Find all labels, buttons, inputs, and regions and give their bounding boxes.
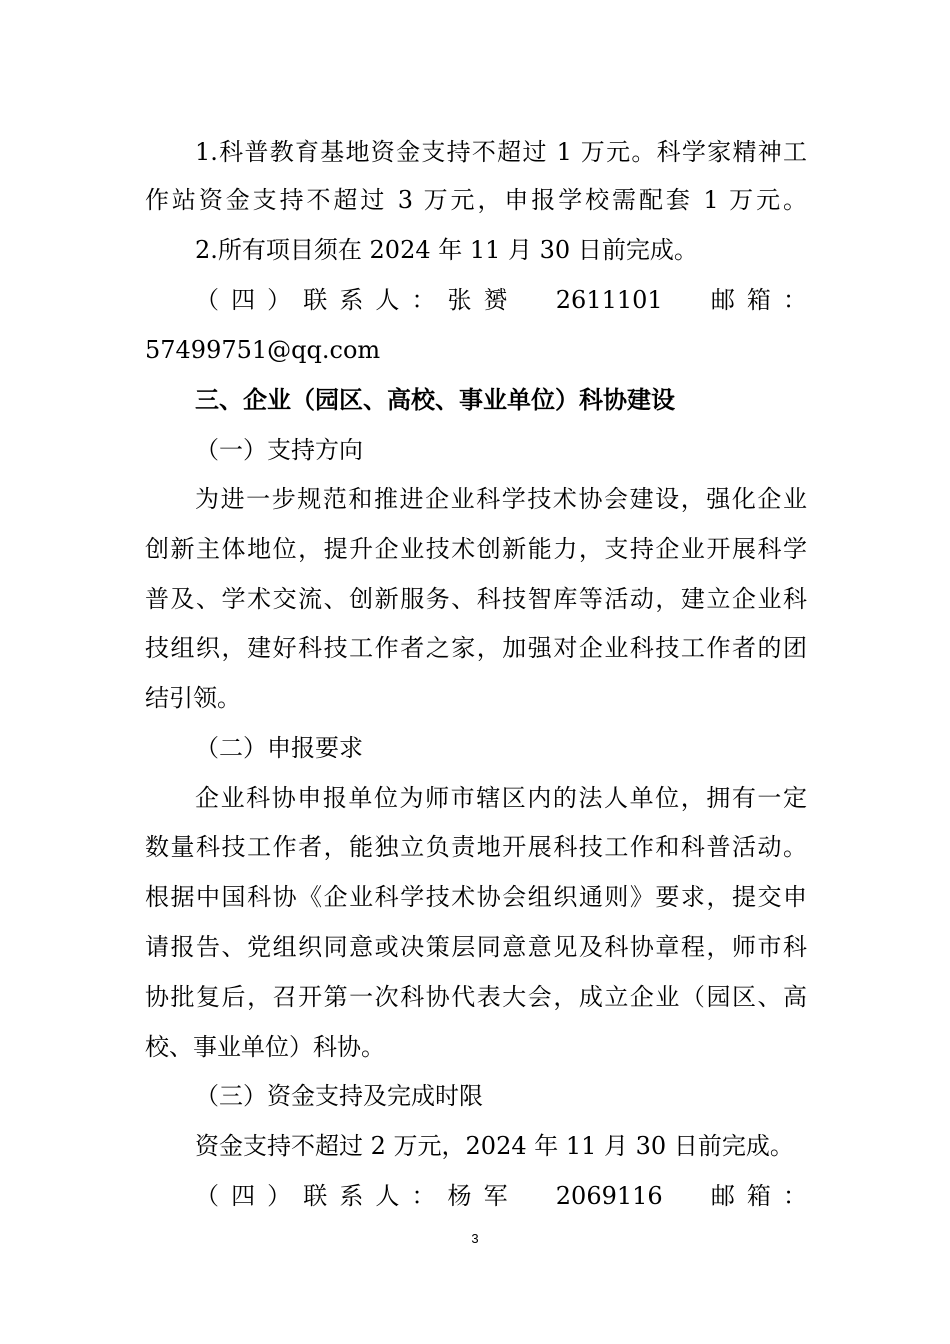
subsection-heading: （三）资金支持及完成时限	[195, 1082, 483, 1110]
text-line: 为进一步规范和推进企业科学技术协会建设，强化企业	[195, 485, 807, 513]
text-line: 普及、学术交流、创新服务、科技智库等活动，建立企业科	[145, 585, 807, 613]
contact-line: （四）联系人：张赟 2611101 邮箱：	[195, 286, 807, 314]
text-line: 技组织，建好科技工作者之家，加强对企业科技工作者的团	[145, 634, 807, 662]
text-line: 结引领。	[145, 684, 241, 712]
text-line: 2.所有项目须在 2024 年 11 月 30 日前完成。	[195, 236, 698, 264]
section-heading: 三、企业（园区、高校、事业单位）科协建设	[195, 386, 675, 414]
text-line: 根据中国科协《企业科学技术协会组织通则》要求，提交申	[145, 883, 807, 911]
text-line: 资金支持不超过 2 万元，2024 年 11 月 30 日前完成。	[195, 1132, 794, 1160]
subsection-heading: （二）申报要求	[195, 734, 363, 762]
page-number: 3	[471, 1231, 479, 1246]
text-line: 数量科技工作者，能独立负责地开展科技工作和科普活动。	[145, 833, 807, 861]
email-address: 57499751@qq.com	[145, 336, 381, 364]
text-line: 协批复后，召开第一次科协代表大会，成立企业（园区、高	[145, 983, 807, 1011]
text-line: 企业科协申报单位为师市辖区内的法人单位，拥有一定	[195, 784, 807, 812]
text-line: 校、事业单位）科协。	[145, 1033, 385, 1061]
subsection-heading: （一）支持方向	[195, 436, 363, 464]
text-line: 作站资金支持不超过 3 万元，申报学校需配套 1 万元。	[145, 186, 807, 214]
contact-line: （四）联系人：杨军 2069116 邮箱：	[195, 1182, 807, 1210]
text-line: 创新主体地位，提升企业技术创新能力，支持企业开展科学	[145, 535, 807, 563]
text-line: 请报告、党组织同意或决策层同意意见及科协章程，师市科	[145, 933, 807, 961]
text-line: 1.科普教育基地资金支持不超过 1 万元。科学家精神工	[195, 138, 807, 166]
